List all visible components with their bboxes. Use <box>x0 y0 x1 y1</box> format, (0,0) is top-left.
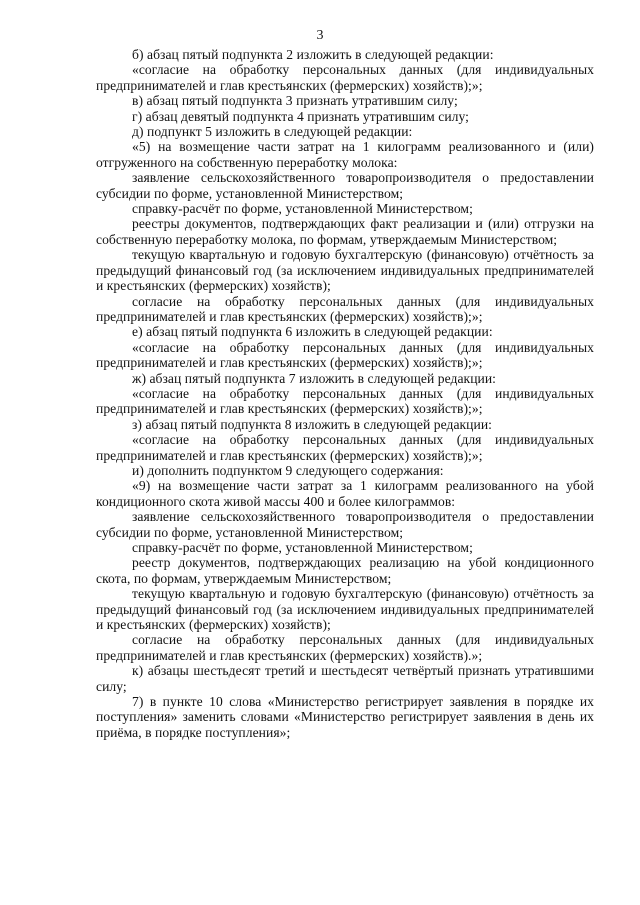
page-number: 3 <box>316 28 324 43</box>
paragraph: реестры документов, подтверждающих факт реализации и (или) отгрузки на собственную переработку молока, по формам, утверждаемым Министерством; <box>96 216 594 247</box>
paragraph: текущую квартальную и годовую бухгалтерскую (финансовую) отчётность за предыдущий финансовый год (за исключением индивидуальных предпринимателей и крестьянских (фермерских) хозяйств); <box>96 247 594 294</box>
paragraph: и) дополнить подпунктом 9 следующего содержания: <box>132 462 444 478</box>
paragraph: справку-расчёт по форме, установленной Министерством; <box>132 540 473 555</box>
paragraph: 7) в пункте 10 слова «Министерство регистрирует заявления в порядке их поступления» заменить словами «Министерство регистрирует заявления в день их приёма, в порядке поступления»; <box>96 694 594 740</box>
paragraph: б) абзац пятый подпункта 2 изложить в следующей редакции: <box>132 47 494 62</box>
paragraph: реестр документов, подтверждающих реализацию на убой кондиционного скота, по формам, утверждаемым Министерством; <box>96 555 594 586</box>
paragraph: «9) на возмещение части затрат за 1 килограмм реализованного на убой кондиционного скота живой массы 400 и более килограммов: <box>96 478 594 509</box>
paragraph: текущую квартальную и годовую бухгалтерскую (финансовую) отчётность за предыдущий финансовый год (за исключением индивидуальных предпринимателей и крестьянских (фермерских) хозяйств); <box>96 586 594 633</box>
paragraph: е) абзац пятый подпункта 6 изложить в следующей редакции: <box>132 324 493 340</box>
paragraph: к) абзацы шестьдесят третий и шестьдесят четвёртый признать утратившими силу; <box>96 663 594 694</box>
paragraph: з) абзац пятый подпункта 8 изложить в следующей редакции: <box>132 416 492 432</box>
paragraph: в) абзац пятый подпункта 3 признать утратившим силу; <box>132 93 458 109</box>
paragraph: заявление сельскохозяйственного товаропроизводителя о предоставлении субсидии по форме, установленной Министерством; <box>96 170 594 201</box>
paragraph: заявление сельскохозяйственного товаропроизводителя о предоставлении субсидии по форме, установленной Министерством; <box>96 509 594 540</box>
paragraph: «согласие на обработку персональных данных (для индивидуальных предпринимателей и глав крестьянских (фермерских) хозяйств);»; <box>96 339 594 371</box>
paragraph: «согласие на обработку персональных данных (для индивидуальных предпринимателей и глав крестьянских (фермерских) хозяйств);»; <box>96 385 594 417</box>
paragraph: «согласие на обработку персональных данных (для индивидуальных предпринимателей и глав крестьянских (фермерских) хозяйств);»; <box>96 432 594 463</box>
paragraph: согласие на обработку персональных данных (для индивидуальных предпринимателей и глав крестьянских (фермерских) хозяйств);»; <box>96 293 594 324</box>
paragraph: «согласие на обработку персональных данных (для индивидуальных предпринимателей и глав крестьянских (фермерских) хозяйств);»; <box>96 62 594 93</box>
document-body <box>96 47 594 740</box>
paragraph: ж) абзац пятый подпункта 7 изложить в следующей редакции: <box>132 370 496 386</box>
paragraph: г) абзац девятый подпункта 4 признать утратившим силу; <box>132 108 469 124</box>
paragraph: «5) на возмещение части затрат на 1 килограмм реализованного и (или) отгруженного на собственную переработку молока: <box>96 139 594 170</box>
paragraph: справку-расчёт по форме, установленной Министерством; <box>132 201 473 217</box>
paragraph: согласие на обработку персональных данных (для индивидуальных предпринимателей и глав крестьянских (фермерских) хозяйств).»; <box>96 632 594 663</box>
paragraph: д) подпункт 5 изложить в следующей редакции: <box>132 124 413 140</box>
